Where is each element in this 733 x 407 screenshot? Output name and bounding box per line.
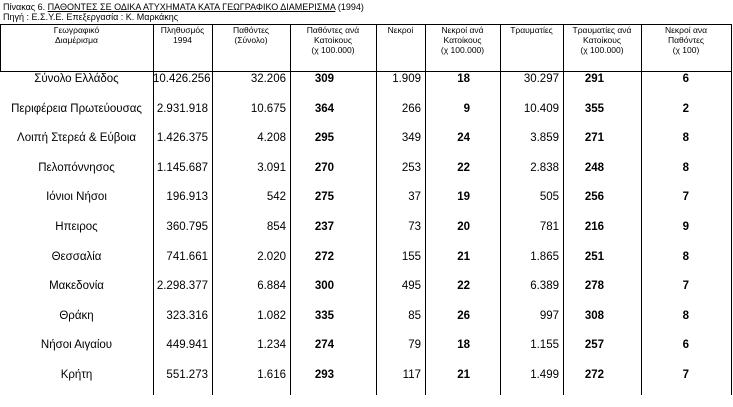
table-cell: 19 [457, 191, 470, 204]
table-cell: 9 [682, 221, 689, 233]
table-cell: 237 [314, 221, 334, 233]
table-cell: 22 [457, 280, 470, 293]
table-cell: 10.409 [523, 102, 559, 115]
region-name-cell: Ηπειρος [55, 221, 98, 233]
table-cell: 2.298.377 [156, 280, 208, 293]
table-cell: 3.859 [530, 132, 559, 145]
table-cell: 349 [401, 132, 421, 145]
table-cell: 155 [401, 250, 421, 263]
table-cell: 3.091 [257, 161, 286, 174]
column-header-label: Παθόντες ανά Κατοίκους (χ 100.000) [306, 25, 360, 55]
region-name-cell: Κρήτη [60, 369, 93, 381]
table-cell: 323.316 [166, 309, 208, 322]
table-cell: 308 [584, 309, 604, 322]
column-header [563, 25, 641, 73]
table-cell: 8 [682, 309, 689, 322]
table-cell: 1.426.375 [156, 132, 208, 145]
table-cell: 7 [682, 280, 689, 293]
column-header [376, 25, 425, 73]
region-name-cell: Περιφέρεια Πρωτεύουσας [11, 102, 142, 115]
table-cell: 1.082 [257, 309, 286, 322]
table-cell: 256 [584, 191, 604, 204]
column-header-label: Νεκροί [387, 25, 414, 35]
table-cell: 21 [457, 369, 470, 381]
column-header [641, 25, 731, 73]
column-header [153, 25, 212, 73]
table-cell: 309 [314, 73, 334, 85]
column-header-label: Νεκροί ανά Κατοίκους (χ 100.000) [440, 25, 485, 55]
table-cell: 32.206 [250, 73, 286, 85]
table-cell: 271 [584, 132, 604, 145]
table-cell: 270 [314, 161, 334, 174]
region-name-cell: Πελοπόννησος [38, 161, 115, 174]
table-cell: 37 [408, 191, 421, 204]
column-header-label: Γεωγραφικό Διαμέρισμα [53, 25, 100, 45]
table-cell: 2.931.918 [156, 102, 208, 115]
table-cell: 741.661 [166, 250, 208, 263]
table-cell: 8 [682, 132, 689, 145]
table-cell: 360.795 [166, 221, 208, 233]
region-name-cell: Θράκη [59, 309, 94, 322]
table-cell: 274 [314, 339, 334, 352]
table-cell: 9 [463, 102, 470, 115]
table-cell: 196.913 [166, 191, 208, 204]
table-cell: 1.865 [530, 250, 559, 263]
region-name-cell: Σύνολο Ελλάδος [34, 73, 119, 85]
table-cell: 216 [584, 221, 604, 233]
table-cell: 291 [584, 73, 604, 85]
caption-year: (1994) [337, 2, 364, 12]
column-header [212, 25, 290, 73]
table-cell: 1.499 [530, 369, 559, 381]
table-cell: 30.297 [523, 73, 559, 85]
table-cell: 6 [682, 339, 689, 352]
table-cell: 4.208 [257, 132, 286, 145]
table-cell: 21 [457, 250, 470, 263]
table-cell: 24 [457, 132, 470, 145]
region-name-cell: Ιόνιοι Νήσοι [46, 191, 107, 204]
column-header [0, 25, 153, 73]
table-cell: 248 [584, 161, 604, 174]
table-cell: 6 [682, 73, 689, 85]
table-cell: 1.145.687 [156, 161, 208, 174]
region-name-cell: Θεσσαλία [51, 250, 102, 263]
column-header-label: Παθόντες (Σύνολο) [232, 25, 269, 45]
table-cell: 1.616 [257, 369, 286, 381]
table-cell: 997 [539, 309, 559, 322]
caption-prefix: Πίνακας 6. [3, 2, 46, 12]
table-cell: 364 [314, 102, 334, 115]
table-cell: 26 [457, 309, 470, 322]
table-cell: 272 [584, 369, 604, 381]
table-cell: 2.020 [257, 250, 286, 263]
table-cell: 1.234 [257, 339, 286, 352]
region-name-cell: Λοιπή Στερεά & Εύβοια [17, 132, 136, 145]
table-cell: 85 [408, 309, 421, 322]
table-cell: 275 [314, 191, 334, 204]
table-cell: 2.838 [530, 161, 559, 174]
table-cell: 253 [401, 161, 421, 174]
table-cell: 300 [314, 280, 334, 293]
table-cell: 449.941 [166, 339, 208, 352]
table-cell: 22 [457, 161, 470, 174]
region-name-cell: Νήσοι Αιγαίου [40, 339, 113, 352]
table-cell: 18 [457, 73, 470, 85]
region-name-cell: Μακεδονία [49, 280, 104, 293]
table-cell: 551.273 [166, 369, 208, 381]
table-cell: 251 [584, 250, 604, 263]
column-header [425, 25, 500, 73]
table-cell: 257 [584, 339, 604, 352]
column-header [500, 25, 563, 73]
table-cell: 79 [408, 339, 421, 352]
table-cell: 1.909 [392, 73, 421, 85]
table-cell: 505 [539, 191, 559, 204]
table-cell: 272 [314, 250, 334, 263]
table-cell: 7 [682, 369, 689, 381]
table-cell: 10.426.256 [153, 73, 211, 85]
table-cell: 20 [457, 221, 470, 233]
table-cell: 8 [682, 250, 689, 263]
column-header-label: Νεκροί ανα Παθόντες (χ 100) [664, 25, 708, 55]
table-cell: 6.884 [257, 280, 286, 293]
table-cell: 293 [314, 369, 334, 381]
table-cell: 117 [402, 369, 421, 381]
table-cell: 6.389 [530, 280, 559, 293]
table-cell: 73 [408, 221, 421, 233]
column-header [290, 25, 376, 73]
table-cell: 18 [457, 339, 470, 352]
column-header-label: Πληθυσμός 1994 [160, 25, 205, 45]
table-cell: 542 [266, 191, 286, 204]
table-cell: 495 [401, 280, 421, 293]
source-line: Πηγή : Ε.Σ.Υ.Ε. Επεξεργασία : Κ. Μαρκάκης [3, 12, 179, 22]
table-cell: 854 [266, 221, 286, 233]
table-cell: 1.155 [530, 339, 559, 352]
column-header-label: Τραυματίες ανά Κατοίκους (χ 100.000) [572, 25, 632, 55]
column-rule [731, 24, 732, 395]
caption-title: ΠΑΘΟΝΤΕΣ ΣΕ ΟΔΙΚΑ ΑΤΥΧΗΜΑΤΑ ΚΑΤΑ ΓΕΩΓΡΑΦΙΚΟ ΔΙΑΜΕΡΙΣΜΑ [47, 2, 336, 12]
table-cell: 278 [584, 280, 604, 293]
table-cell: 2 [682, 102, 689, 115]
table-cell: 10.675 [250, 102, 286, 115]
table-cell: 266 [401, 102, 421, 115]
column-header-label: Τραυματίες [510, 25, 553, 35]
table-cell: 781 [539, 221, 559, 233]
table-cell: 295 [314, 132, 334, 145]
table-cell: 355 [584, 102, 604, 115]
table-cell: 335 [314, 309, 334, 322]
table-cell: 7 [682, 191, 689, 204]
table-cell: 8 [682, 161, 689, 174]
